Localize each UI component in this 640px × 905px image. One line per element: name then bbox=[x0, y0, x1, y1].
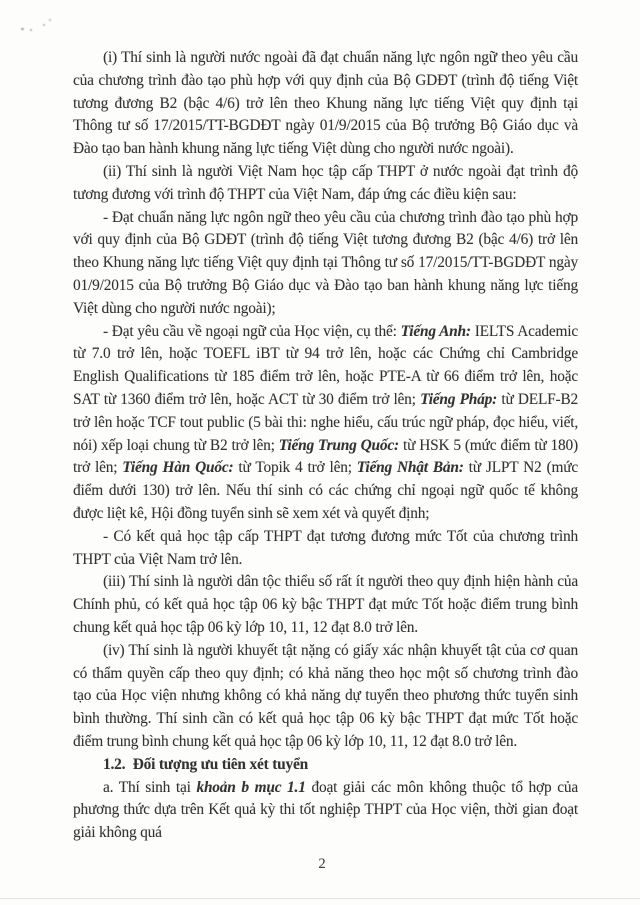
paragraph-iv-disability bbox=[73, 640, 578, 754]
scan-speck bbox=[21, 28, 24, 30]
text-run: 1.2. Đối tượng ưu tiên xét tuyển bbox=[103, 755, 309, 773]
text-run: Tiếng Trung Quốc: bbox=[278, 436, 399, 454]
scan-speck bbox=[43, 24, 45, 26]
text-run: (i) Thí sinh là người nước ngoài đã đạt chuẩn năng lực ngôn ngữ theo yêu cầu của chương trình đào tạo phù hợp với quy định của Bộ GDĐT (trình độ tiếng Việt tương đương B2 (bậc 4/6) trở lên theo Khung năng lực tiếng Việt quy định tại Thông tư số 17/2015/TT-BGDĐT ngày 01/9/2015 của Bộ trưởng Bộ Giáo dục và Đào tạo ban hành khung năng lực tiếng Việt dùng cho người nước ngoài). bbox=[73, 49, 578, 158]
paragraph-ii-vietnamese-abroad bbox=[73, 161, 578, 207]
text-run: - Có kết quả học tập cấp THPT đạt tương đương mức Tốt của chương trình THPT của Việt Nam trở lên. bbox=[73, 527, 578, 568]
heading-1-2-priority-admission bbox=[73, 754, 578, 777]
text-run: IELTS Academic từ 7.0 trở lên, hoặc TOEFL iBT từ 94 trở lên, hoặc các Chứng chỉ Cambridge English Qualifications từ 185 điểm trở lên, hoặc PTE-A từ 66 điểm trở lên, hoặc SAT từ 1360 điểm trở lên, hoặc ACT từ 30 điểm trở lên; bbox=[73, 322, 578, 408]
text-run: Tiếng Nhật Bản: bbox=[356, 459, 464, 477]
paragraph-foreign-language-requirements bbox=[73, 321, 578, 526]
text-run: (ii) Thí sinh là người Việt Nam học tập cấp THPT ở nước ngoài đạt trình độ tương đương với trình độ THPT của Việt Nam, đáp ứng các điều kiện sau: bbox=[73, 162, 578, 203]
paragraph-thpt-result-requirement bbox=[73, 526, 578, 572]
text-run: khoản b mục 1.1 bbox=[196, 778, 306, 796]
text-run: Tiếng Anh: bbox=[400, 322, 471, 340]
text-run: - Đạt chuẩn năng lực ngôn ngữ theo yêu cầu của chương trình đào tạo phù hợp với quy định của Bộ GDĐT (trình độ tiếng Việt tương đương B2 (bậc 4/6) trở lên theo Khung năng lực tiếng Việt quy định tại Thông tư số 17/2015/TT-BGDĐT ngày 01/9/2015 của Bộ trưởng Bộ Giáo dục và Đào tạo ban hành khung năng lực tiếng Việt dùng cho người nước ngoài); bbox=[73, 208, 578, 317]
text-run: từ DELF-B2 trở lên hoặc TCF tout public (5 bài thi: nghe hiểu, cấu trúc ngữ pháp, đọc hiểu, viết, nói) xếp loại chung từ B2 trở lên; bbox=[73, 390, 578, 454]
text-run: a. Thí sinh tại bbox=[103, 778, 197, 796]
scan-speck bbox=[49, 19, 51, 21]
text-run: (iii) Thí sinh là người dân tộc thiểu số rất ít người theo quy định hiện hành của Chính phủ, có kết quả học tập 06 kỳ bậc THPT đạt mức Tốt hoặc điểm trung bình chung kết quả học tập 06 kỳ lớp 10, 11, 12 đạt 8.0 trở lên. bbox=[73, 573, 578, 636]
text-run: - Đạt yêu cầu về ngoại ngữ của Học viện, cụ thể: bbox=[103, 322, 401, 340]
text-run: đoạt giải các môn không thuộc tổ hợp của phương thức dựa trên Kết quả kỳ thi tốt nghiệp THPT của Học viện, thời gian đoạt giải không quá bbox=[73, 778, 578, 842]
text-run: (iv) Thí sinh là người khuyết tật nặng có giấy xác nhận khuyết tật của cơ quan có thẩm quyền cấp theo quy định; có khả năng theo học một số chương trình đào tạo của Học viện nhưng không có khả năng dự tuyển theo phương thức tuyển sinh bình thường. Thí sinh cần có kết quả học tập 06 kỳ bậc THPT đạt mức Tốt hoặc điểm trung bình chung kết quả học tập 06 kỳ lớp 10, 11, 12 đạt 8.0 trở lên. bbox=[73, 641, 578, 750]
text-run: Tiếng Hàn Quốc: bbox=[122, 459, 234, 477]
paragraph-i-foreign-candidates bbox=[73, 47, 578, 161]
text-run: từ HSK 5 (mức điểm từ 180) trở lên; bbox=[73, 436, 578, 477]
scan-speck bbox=[30, 29, 32, 31]
text-run: Tiếng Pháp: bbox=[420, 390, 498, 408]
page-number: 2 bbox=[318, 856, 326, 872]
scan-edge-line bbox=[0, 898, 640, 899]
paragraph-a-prize-winners bbox=[73, 777, 578, 845]
paragraph-language-standard bbox=[73, 207, 578, 321]
paragraph-iii-ethnic-minority bbox=[73, 571, 578, 639]
text-run: từ Topik 4 trở lên; bbox=[233, 459, 357, 477]
document-body bbox=[73, 47, 578, 845]
text-run: từ JLPT N2 (mức điểm dưới 130) trở lên. Nếu thí sinh có các chứng chỉ ngoại ngữ quốc tế không được liệt kê, Hội đồng tuyển sinh sẽ xem xét và quyết định; bbox=[73, 459, 578, 522]
